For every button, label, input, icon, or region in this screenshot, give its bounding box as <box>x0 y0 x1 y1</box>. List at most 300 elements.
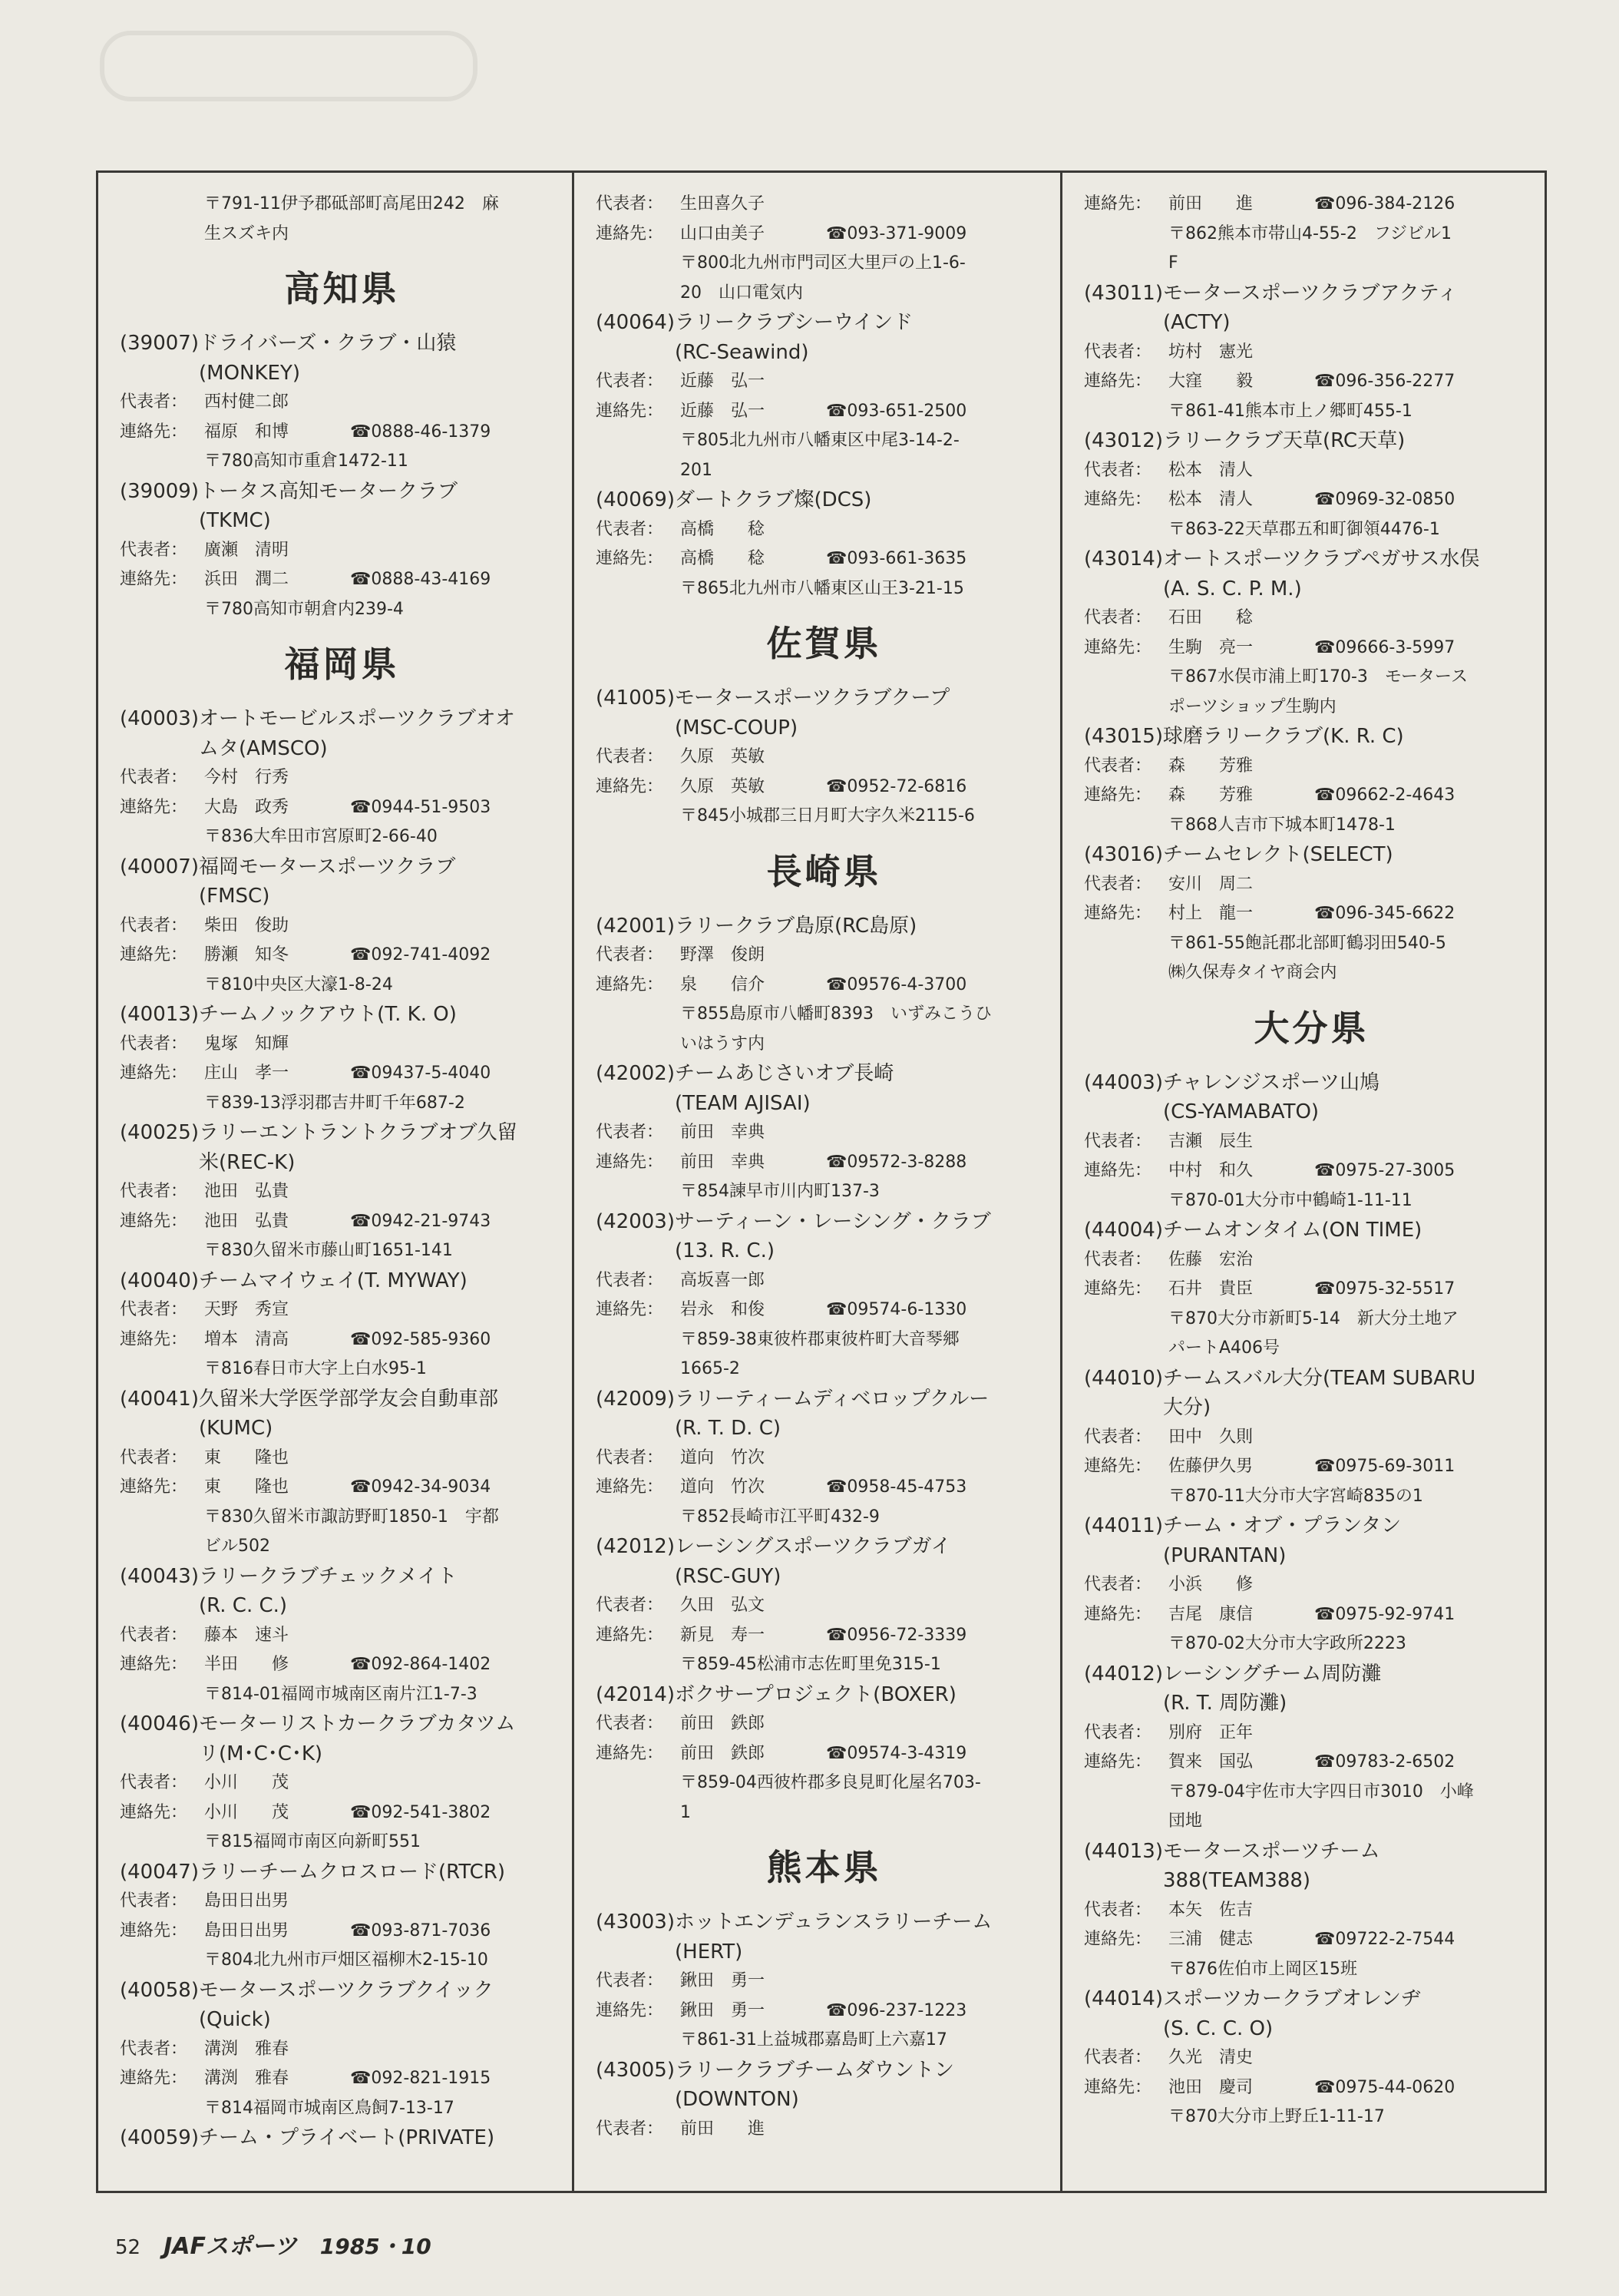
info-row <box>1084 1423 1539 1453</box>
info-row <box>596 1444 1052 1474</box>
phone-number: ☎093-661-3635 <box>826 549 967 568</box>
club-name-line <box>1084 1659 1539 1689</box>
club-name: (MSC-COUP) <box>675 716 798 739</box>
club-name: チームセレクト(SELECT) <box>1163 843 1393 866</box>
field-label: 代表者： <box>120 1447 188 1467</box>
info-row <box>120 1768 564 1798</box>
person-name: 道向 竹次 <box>680 1447 765 1467</box>
club-entry <box>120 704 564 852</box>
person-name: 吉瀬 辰生 <box>1168 1131 1254 1151</box>
person-name: 別府 正年 <box>1168 1722 1254 1742</box>
club-name: (R. T. D. C) <box>675 1417 781 1440</box>
club-code: (40003) <box>120 707 199 730</box>
club-entry <box>1084 279 1539 427</box>
field-label: 連絡先： <box>1084 2077 1152 2097</box>
field-label: 連絡先： <box>120 1477 188 1497</box>
club-name-line <box>596 1532 1052 1562</box>
info-row <box>120 536 564 566</box>
club-code: (39009) <box>120 479 199 503</box>
phone-number: ☎0956-72-3339 <box>826 1625 967 1645</box>
prefecture-heading: 高知県 <box>284 268 400 309</box>
field-label: 代表者： <box>120 1773 188 1792</box>
address-line: 20 山口電気内 <box>680 283 803 303</box>
prefecture-heading: 長崎県 <box>766 850 882 892</box>
info-row <box>1084 604 1539 634</box>
club-name-line <box>120 1118 564 1148</box>
club-name: 388(TEAM388) <box>1163 1869 1311 1892</box>
person-name: 前田 鉄郎 <box>680 1743 765 1763</box>
address-line: 〒870大分市新町5-14 新大分土地ア <box>1168 1308 1459 1328</box>
club-code: (39007) <box>120 332 199 355</box>
person-name: 小川 茂 <box>204 1773 289 1792</box>
address-line: 〒836大牟田市宮原町2-66-40 <box>204 827 438 846</box>
info-row <box>596 1709 1052 1739</box>
info-row <box>596 1118 1052 1148</box>
person-name: 坊村 憲光 <box>1168 342 1254 362</box>
club-name: (R. C. C.) <box>199 1594 288 1617</box>
club-code: (44010) <box>1084 1366 1163 1390</box>
person-name: 藤本 速斗 <box>204 1625 289 1645</box>
field-label: 代表者： <box>1084 1575 1152 1594</box>
address-line: いはうす内 <box>680 1034 765 1054</box>
person-name: 久原 英敏 <box>680 747 765 766</box>
page-number: 52 <box>115 2236 141 2259</box>
club-code: (43011) <box>1084 281 1163 305</box>
club-name-line <box>120 2123 564 2153</box>
person-name: 庄山 孝一 <box>204 1064 289 1083</box>
person-name: 今村 行秀 <box>204 768 289 787</box>
field-label: 連絡先： <box>1084 637 1152 657</box>
club-entry <box>120 2123 564 2153</box>
person-name: 前田 鉄郎 <box>680 1714 765 1733</box>
address-line: 〒830久留米市藤山町1651-141 <box>204 1241 453 1260</box>
club-name-line <box>120 882 564 911</box>
address-line: 〒879-04宇佐市大字四日市3010 小峰 <box>1168 1782 1474 1801</box>
address-line: 〒861-55飽託郡北部町鶴羽田540-5 <box>1168 933 1446 953</box>
club-name-line <box>596 683 1052 713</box>
club-name: ホットエンデュランスラリーチーム <box>675 1911 993 1934</box>
info-row <box>120 911 564 941</box>
address-line: 〒845小城郡三日月町大字久米2115-6 <box>680 806 975 825</box>
person-name: 田中 久則 <box>1168 1427 1254 1447</box>
phone-number: ☎0888-46-1379 <box>350 422 491 442</box>
faded-header-watermark <box>100 31 477 101</box>
club-name-line <box>596 1937 1052 1967</box>
address-line: 〒855島原市八幡町8393 いずみこうひ <box>680 1004 992 1024</box>
club-code: (43012) <box>1084 429 1163 452</box>
info-row <box>1084 1570 1539 1600</box>
club-name-line <box>120 1976 564 2006</box>
phone-number: ☎0975-27-3005 <box>1314 1161 1455 1180</box>
person-name: 前田 進 <box>1168 194 1254 213</box>
field-label: 代表者： <box>596 1971 664 1990</box>
club-name-line <box>120 329 564 359</box>
club-entry <box>1084 1984 1539 2132</box>
club-code: (42009) <box>596 1387 675 1411</box>
club-name: (TKMC) <box>199 509 271 532</box>
phone-number: ☎09574-6-1330 <box>826 1300 967 1319</box>
info-row <box>596 1739 1052 1769</box>
info-row <box>596 1997 1052 2026</box>
field-label: 代表者： <box>1084 1131 1152 1151</box>
field-label: 代表者： <box>596 747 664 766</box>
address-line: 〒861-41熊本市上ノ郷町455-1 <box>1168 401 1412 421</box>
club-name-line <box>596 1562 1052 1592</box>
club-name: サーティーン・レーシング・クラブ <box>675 1209 991 1233</box>
magazine-name: JAFスポーツ <box>164 2233 297 2260</box>
club-name: ラリークラブシーウインド <box>675 311 914 334</box>
club-name: (S. C. C. O) <box>1163 2016 1274 2040</box>
address-line: 〒861-31上益城郡嘉島町上六嘉17 <box>680 2030 947 2050</box>
info-row <box>596 1266 1052 1296</box>
page-footer <box>115 2227 431 2261</box>
club-name-line <box>596 1680 1052 1710</box>
info-row <box>120 1059 564 1089</box>
club-name-line <box>120 734 564 764</box>
person-name: 溝渕 雅春 <box>204 2069 289 2088</box>
info-row <box>1084 1127 1539 1157</box>
phone-number: ☎09437-5-4040 <box>350 1064 491 1083</box>
club-name-line <box>1084 1097 1539 1127</box>
club-name-line <box>1084 2014 1539 2044</box>
phone-number: ☎0975-32-5517 <box>1314 1279 1455 1299</box>
club-entry <box>1084 1837 1539 1985</box>
club-name: (RSC-GUY) <box>675 1564 781 1588</box>
field-label: 連絡先： <box>120 422 188 442</box>
club-name: (MONKEY) <box>199 361 300 385</box>
person-name: 福原 和博 <box>204 422 289 442</box>
club-name-line <box>120 1000 564 1030</box>
address-line: 〒814福岡市城南区鳥飼7-13-17 <box>204 2098 454 2118</box>
club-name: チームスバル大分(TEAM SUBARU <box>1163 1366 1476 1390</box>
phone-number: ☎0975-44-0620 <box>1314 2077 1455 2097</box>
person-name: 鬼塚 知輝 <box>204 1034 289 1054</box>
field-label: 連絡先： <box>120 945 188 964</box>
info-row <box>1084 1452 1539 1482</box>
club-name: モータースポーツクラブクイック <box>199 1978 494 2002</box>
field-label: 連絡先： <box>1084 490 1152 509</box>
info-row <box>1084 1275 1539 1305</box>
info-row <box>1084 338 1539 368</box>
address-line: 〒852長崎市江平町432-9 <box>680 1507 880 1527</box>
info-row <box>120 1917 564 1947</box>
person-name: 松本 清人 <box>1168 490 1254 509</box>
club-name: (13. R. C.) <box>675 1239 775 1262</box>
phone-number: ☎096-237-1223 <box>826 2000 967 2020</box>
person-name: 新見 寿一 <box>680 1625 765 1645</box>
info-row <box>596 773 1052 802</box>
address-line: 〒814-01福岡市城南区南片江1-7-3 <box>204 1684 477 1704</box>
person-name: 道向 竹次 <box>680 1477 765 1497</box>
address-line: 〒863-22天草郡五和町御領4476-1 <box>1168 519 1440 539</box>
field-label: 連絡先： <box>120 570 188 589</box>
info-row <box>120 1325 564 1355</box>
club-name: (HERT) <box>675 1940 743 1964</box>
person-name: 溝渕 雅春 <box>204 2039 289 2059</box>
info-row <box>1084 781 1539 811</box>
field-label: 代表者： <box>1084 342 1152 362</box>
club-name: (KUMC) <box>199 1417 273 1440</box>
field-label: 代表者： <box>120 1625 188 1645</box>
club-entry <box>120 1118 564 1266</box>
club-name: ムタ(AMSCO) <box>199 736 328 760</box>
address-line: 〒816春日市大字上白水95-1 <box>204 1359 427 1378</box>
column-1 <box>98 173 572 2191</box>
info-row <box>1084 2043 1539 2073</box>
club-name: オートスポーツクラブペガサス水俣 <box>1163 548 1480 571</box>
club-name: ラリーティームディベロップクルー <box>675 1387 990 1411</box>
address-line: 〒876佐伯市上岡区15班 <box>1168 1959 1357 1979</box>
info-row <box>120 1444 564 1474</box>
field-label: 代表者： <box>120 392 188 412</box>
field-label: 代表者： <box>120 1182 188 1201</box>
info-row <box>1084 899 1539 929</box>
info-row <box>120 1621 564 1651</box>
person-name: 石田 稔 <box>1168 608 1254 627</box>
info-row <box>1084 1719 1539 1748</box>
address-line: 〒868人吉市下城本町1478-1 <box>1168 815 1396 835</box>
continued-address: 〒791-11伊予郡砥部町高尾田242 麻 <box>204 194 499 213</box>
club-entry <box>596 2056 1052 2145</box>
person-name: 松本 清人 <box>1168 460 1254 480</box>
phone-number: ☎09576-4-3700 <box>826 974 967 994</box>
club-name-line <box>1084 1216 1539 1246</box>
person-name: 増本 清高 <box>204 1329 289 1349</box>
club-code: (40007) <box>120 855 199 878</box>
person-name: 久原 英敏 <box>680 776 765 796</box>
prefecture-heading: 熊本県 <box>766 1847 882 1888</box>
address-line: 〒859-04西彼杵郡多良見町化屋名703- <box>680 1773 981 1792</box>
address-line: 1 <box>680 1802 691 1822</box>
person-name: 天野 秀宣 <box>204 1300 289 1319</box>
info-row <box>596 220 1052 250</box>
person-name: 鍬田 勇一 <box>680 1971 765 1990</box>
club-name-line <box>120 1562 564 1592</box>
field-label: 連絡先： <box>120 2069 188 2088</box>
address-line: 〒830久留米市諏訪野町1850-1 宇都 <box>204 1507 499 1527</box>
field-label: 連絡先： <box>596 1477 664 1497</box>
address-line: 〒870-02大分市大字政所2223 <box>1168 1634 1406 1653</box>
person-name: 生田喜久子 <box>680 194 765 213</box>
club-name-line <box>120 1266 564 1296</box>
address-line: パートA406号 <box>1168 1338 1280 1358</box>
address-line: 〒805北九州市八幡東区中尾3-14-2- <box>680 431 960 450</box>
club-code: (43016) <box>1084 843 1163 866</box>
club-code: (40013) <box>120 1003 199 1026</box>
directory-frame <box>96 170 1547 2193</box>
field-label: 代表者： <box>1084 1427 1152 1447</box>
club-name-line <box>1084 1866 1539 1896</box>
phone-number: ☎092-541-3802 <box>350 1802 491 1822</box>
field-label: 連絡先： <box>120 1064 188 1083</box>
field-label: 代表者： <box>1084 1900 1152 1920</box>
club-name-line <box>1084 279 1539 309</box>
person-name: 小浜 修 <box>1168 1575 1254 1594</box>
phone-number: ☎096-345-6622 <box>1314 904 1455 923</box>
prefecture-heading: 佐賀県 <box>766 623 882 664</box>
address-line: ビル502 <box>204 1537 270 1556</box>
club-name-line <box>1084 1541 1539 1571</box>
info-row <box>1084 2073 1539 2103</box>
field-label: 連絡先： <box>1084 1279 1152 1299</box>
address-line: 〒870-11大分市大字宮崎835の1 <box>1168 1486 1423 1506</box>
field-label: 連絡先： <box>120 1329 188 1349</box>
field-label: 連絡先： <box>1084 1752 1152 1772</box>
field-label: 代表者： <box>596 1596 664 1615</box>
club-name-line <box>120 852 564 882</box>
field-label: 代表者： <box>120 915 188 935</box>
address-line: 〒839-13浮羽郡吉井町千年687-2 <box>204 1093 465 1113</box>
club-entry <box>1084 840 1539 988</box>
club-name: 福岡モータースポーツクラブ <box>199 855 456 878</box>
club-name-line <box>120 359 564 389</box>
info-row <box>596 190 1052 220</box>
club-entry <box>596 1680 1052 1828</box>
field-label: 代表者： <box>1084 874 1152 894</box>
info-row <box>120 1030 564 1060</box>
club-code: (40059) <box>120 2126 199 2149</box>
club-name: レーシングスポーツクラブガイ <box>675 1535 951 1558</box>
info-row <box>596 1473 1052 1503</box>
club-entry <box>596 1059 1052 1207</box>
club-code: (43015) <box>1084 725 1163 748</box>
info-row <box>1084 1925 1539 1955</box>
person-name: 大島 政秀 <box>204 797 289 817</box>
person-name: 吉尾 康信 <box>1168 1604 1254 1624</box>
club-name-line <box>596 1907 1052 1937</box>
club-name-line <box>120 1591 564 1621</box>
club-entry <box>120 477 564 625</box>
club-code: (40025) <box>120 1121 199 1144</box>
address-line: 〒867水俣市浦上町170-3 モータース <box>1168 667 1468 686</box>
club-code: (40043) <box>120 1564 199 1588</box>
field-label: 連絡先： <box>120 1211 188 1231</box>
person-name: 柴田 俊助 <box>204 915 289 935</box>
club-name-line <box>1084 1837 1539 1867</box>
club-name: ラリーチームクロスロード(RTCR) <box>199 1860 506 1884</box>
info-row <box>120 2064 564 2094</box>
info-row <box>1084 190 1539 220</box>
phone-number: ☎096-356-2277 <box>1314 372 1455 391</box>
club-name: モータースポーツクラブアクティ <box>1163 281 1458 305</box>
club-code: (40069) <box>596 488 675 511</box>
address-line: ㈱久保寿タイヤ商会内 <box>1168 963 1337 982</box>
club-name: ラリークラブ島原(RC島原) <box>675 914 917 938</box>
club-name: ダートクラブ燦(DCS) <box>675 488 872 511</box>
club-name-line <box>596 713 1052 743</box>
club-code: (42012) <box>596 1535 675 1558</box>
club-entry <box>120 1385 564 1562</box>
info-row <box>1084 634 1539 663</box>
info-row <box>1084 485 1539 515</box>
club-name-line <box>120 1739 564 1769</box>
field-label: 代表者： <box>120 768 188 787</box>
info-row <box>596 2115 1052 2145</box>
info-row <box>596 544 1052 574</box>
person-name: 三浦 健志 <box>1168 1930 1254 1949</box>
club-name: ラリークラブ天草(RC天草) <box>1163 429 1406 452</box>
field-label: 代表者： <box>1084 1722 1152 1742</box>
person-name: 東 隆也 <box>204 1447 289 1467</box>
continued-address: 生スズキ内 <box>204 223 289 243</box>
club-name-line <box>1084 574 1539 604</box>
club-name-line <box>120 1858 564 1887</box>
person-name: 小川 茂 <box>204 1802 289 1822</box>
field-label: 連絡先： <box>596 974 664 994</box>
club-entry <box>596 911 1052 1060</box>
club-name: (DOWNTON) <box>675 2088 799 2111</box>
club-name: チーム・オブ・プランタン <box>1163 1514 1402 1537</box>
club-name: チームあじさいオブ長崎 <box>675 1062 894 1085</box>
person-name: 高坂喜一郎 <box>680 1270 765 1290</box>
club-code: (40046) <box>120 1712 199 1735</box>
club-code: (42001) <box>596 914 675 938</box>
person-name: 西村健二郎 <box>204 392 289 412</box>
info-row <box>596 971 1052 1001</box>
club-name-line <box>1084 1511 1539 1541</box>
prefecture-heading: 大分県 <box>1254 1007 1370 1049</box>
person-name: 池田 弘貴 <box>204 1182 289 1201</box>
club-entry <box>1084 544 1539 722</box>
club-code: (41005) <box>596 686 675 710</box>
field-label: 連絡先： <box>1084 1457 1152 1476</box>
club-entry <box>120 1709 564 1858</box>
club-entry <box>1084 1216 1539 1364</box>
info-row <box>120 1473 564 1503</box>
club-code: (44012) <box>1084 1662 1163 1686</box>
info-row <box>1084 367 1539 397</box>
info-row <box>1084 752 1539 782</box>
club-entry <box>1084 722 1539 840</box>
club-entry <box>596 1207 1052 1385</box>
club-name-line <box>596 2085 1052 2115</box>
club-code: (43014) <box>1084 548 1163 571</box>
info-row <box>120 1650 564 1680</box>
club-entry <box>596 1907 1052 2056</box>
address-line: 〒862熊本市帯山4-55-2 フジビル1 <box>1168 223 1452 243</box>
club-entry <box>120 329 564 477</box>
person-name: 久光 清史 <box>1168 2048 1254 2067</box>
info-row <box>120 1887 564 1917</box>
club-name: (RC-Seawind) <box>675 340 809 364</box>
person-name: 佐藤 宏治 <box>1168 1249 1254 1269</box>
club-code: (40041) <box>120 1387 199 1411</box>
field-label: 連絡先： <box>1084 786 1152 805</box>
club-code: (43003) <box>596 1911 675 1934</box>
club-entry <box>1084 1511 1539 1659</box>
person-name: 村上 龍一 <box>1168 904 1254 923</box>
person-name: 高橋 稔 <box>680 549 765 568</box>
info-row <box>120 941 564 971</box>
club-code: (40064) <box>596 311 675 334</box>
address-line: 団地 <box>1168 1811 1203 1831</box>
phone-number: ☎09572-3-8288 <box>826 1152 967 1172</box>
phone-number: ☎09574-3-4319 <box>826 1743 967 1763</box>
field-label: 代表者： <box>596 1270 664 1290</box>
club-name: 米(REC-K) <box>199 1150 296 1174</box>
club-code: (40040) <box>120 1269 199 1292</box>
person-name: 高橋 稔 <box>680 519 765 539</box>
club-name: (A. S. C. P. M.) <box>1163 577 1302 600</box>
club-name-line <box>1084 1689 1539 1719</box>
club-name: 大分) <box>1163 1396 1211 1419</box>
field-label: 代表者： <box>120 540 188 560</box>
person-name: 半田 修 <box>204 1655 289 1674</box>
column-2 <box>572 173 1060 2191</box>
field-label: 連絡先： <box>120 797 188 817</box>
field-label: 代表者： <box>596 945 664 964</box>
field-label: 代表者： <box>1084 756 1152 776</box>
